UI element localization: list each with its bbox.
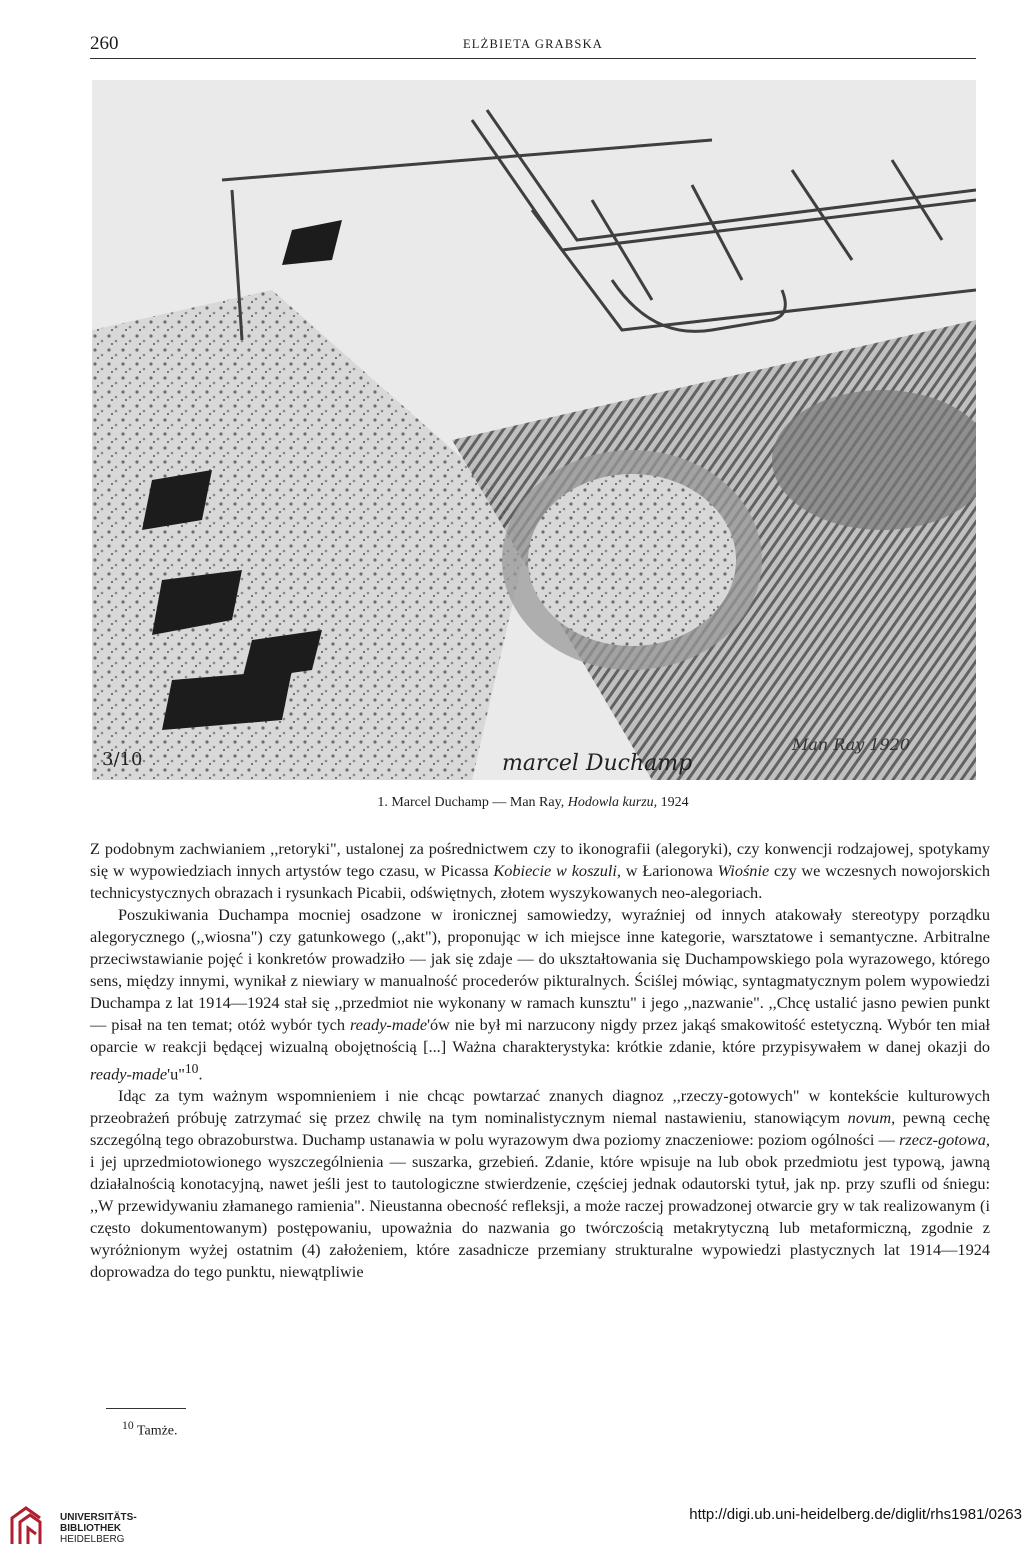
library-line-2: BIBLIOTHEK [60, 1523, 122, 1534]
p3-text-c: i jej uprzedmiotowionego wyszczególnienia — suszarka, grzebień. Zdanie, które wpisuje na lub obok przedmiotu jest typową, jawną działalnością konotacyjną, nawet jeśli jest to tautologiczne stwierdzenie, częściej jednak odautorski tytuł, jak np. przy szufli od śniegu: ,,W przewidywaniu złamanego ramienia". Nieustanna obecność refleksji, a może raczej prowadzonej otwarcie gry w tak realizowanym (i często dokumentowanym) postępowaniu, upoważnia do nazwania go twórczością metakrytyczną lub metaformiczną, zgodnie z wyróżnionym wyżej ostatnim (4) założeniem, które zasadnicze przemiany strukturalne wypowiedzi plastycznych lat 1914—1924 doprowadza do tego punktu, niewątpliwie [90, 1152, 990, 1282]
figure-caption [90, 795, 976, 811]
figure-number-mark: 3/10 [102, 749, 143, 770]
footnote-text: Tamże. [136, 1423, 178, 1439]
p3-text-b: pewną cechę szczególną tego obrazoburstwa. Duchamp ustanawia w polu wyrazowym dwa poziomy znaczeniowe: poziom ogólności — [90, 1108, 990, 1150]
page-header [90, 33, 976, 57]
signature-duchamp: marcel Duchamp [502, 751, 693, 776]
page-footer [0, 1494, 1036, 1568]
p1-text-c: czy we wczesnych nowojorskich technicystycznych obrazach i rysunkach Picabii, odświętnych, złotem wyszykowanych neo-alegoriach. [90, 861, 990, 902]
footnote [122, 1419, 178, 1440]
footnote-number: 10 [122, 1419, 134, 1432]
p2-text-c: 'u" [167, 1064, 185, 1084]
footnote-ref-10: 10 [184, 1061, 199, 1076]
page-number: 260 [90, 33, 119, 54]
p1-text-b: w Łarionowa [621, 861, 718, 880]
body-text [90, 838, 990, 1283]
p3-italic-2: rzecz-gotowa, [899, 1130, 990, 1150]
caption-title: Hodowla kurzu, [567, 795, 658, 810]
signature-man-ray: Man Ray 1920 [792, 735, 911, 754]
source-url-link[interactable]: http://digi.ub.uni-heidelberg.de/diglit/rhs1981/0263 [689, 1506, 1022, 1523]
p1-italic-2: Wiośnie [717, 861, 770, 880]
paragraph-1 [90, 838, 990, 904]
figure-photograph [92, 80, 976, 780]
header-rule [90, 58, 976, 59]
p2-text-a: Poszukiwania Duchampa mocniej osadzone w ironicznej samowiedzy, wyraźniej od innych atakowały stereotypy porządku alegorycznego (,,wiosna") czy gatunkowego (,,akt"), proponując w ich miejsce inne kategorie, warsztatowe i semantyczne. Arbitralne przeciwstawianie pojęć i konkretów prowadziło — jak się zdaje — do ukształtowania się Duchampowskiego pola wyrazowego, którego sens, między innymi, wynikał z niewiary w manualność procederów pikturalnych. Ściślej mówiąc, syntagmatycznym polem wypowiedzi Duchampa z lat 1914—1924 stał się ,,przedmiot nie wykonany w ramach kunsztu" i jego ,,nazwanie". ,,Chcę ustalić jasno pewien punkt — pisał na ten temat; otóż wybór tych [90, 905, 990, 1034]
p2-italic-1: ready-made [349, 1015, 428, 1034]
p1-text-a: Z podobnym zachwianiem ,,retoryki", ustalonej za pośrednictwem czy to ikonografii (alegoryki), czy konwencji rodzajowej, spotykamy się w wypowiedziach innych artystów tego czasu, w Picassa [90, 839, 990, 880]
library-logo-icon [8, 1504, 48, 1548]
library-line-3: HEIDELBERG [60, 1534, 125, 1545]
paragraph-2 [90, 904, 990, 1085]
p3-text-a: Idąc za tym ważnym wspomnieniem i nie chcąc powtarzać znanych diagnoz ,,rzeczy-gotowych" w kontekście kulturowych przeobrażeń próbuję zatrzymać się przez chwilę na tym nominalistycznym niemal nastawieniu, stanowiącym [90, 1086, 990, 1128]
p1-italic-1: Kobiecie w koszuli, [493, 861, 621, 880]
paragraph-3 [90, 1085, 990, 1283]
caption-prefix: 1. Marcel Duchamp — Man Ray, [377, 795, 565, 810]
library-line-1: UNIVERSITÄTS- [60, 1512, 137, 1523]
p2-text-d: . [198, 1064, 203, 1084]
running-title: ELŻBIETA GRABSKA [462, 37, 604, 51]
p2-italic-2: ready-made [90, 1064, 168, 1084]
library-name [60, 1512, 137, 1545]
caption-year: 1924 [660, 795, 689, 810]
footnote-rule [106, 1408, 186, 1409]
p3-italic-1: novum, [847, 1108, 896, 1128]
dust-breeding-photo [92, 80, 976, 780]
p2-text-b: 'ów nie był mi narzucony nigdy przez jakąś smakowitość estetyczną. Wybór ten miał oparcie w reakcji będącej wizualną obojętnością [...] Ważna charakterystyka: krótkie zdanie, które przypisywałem w danej okazji do [90, 1015, 991, 1056]
